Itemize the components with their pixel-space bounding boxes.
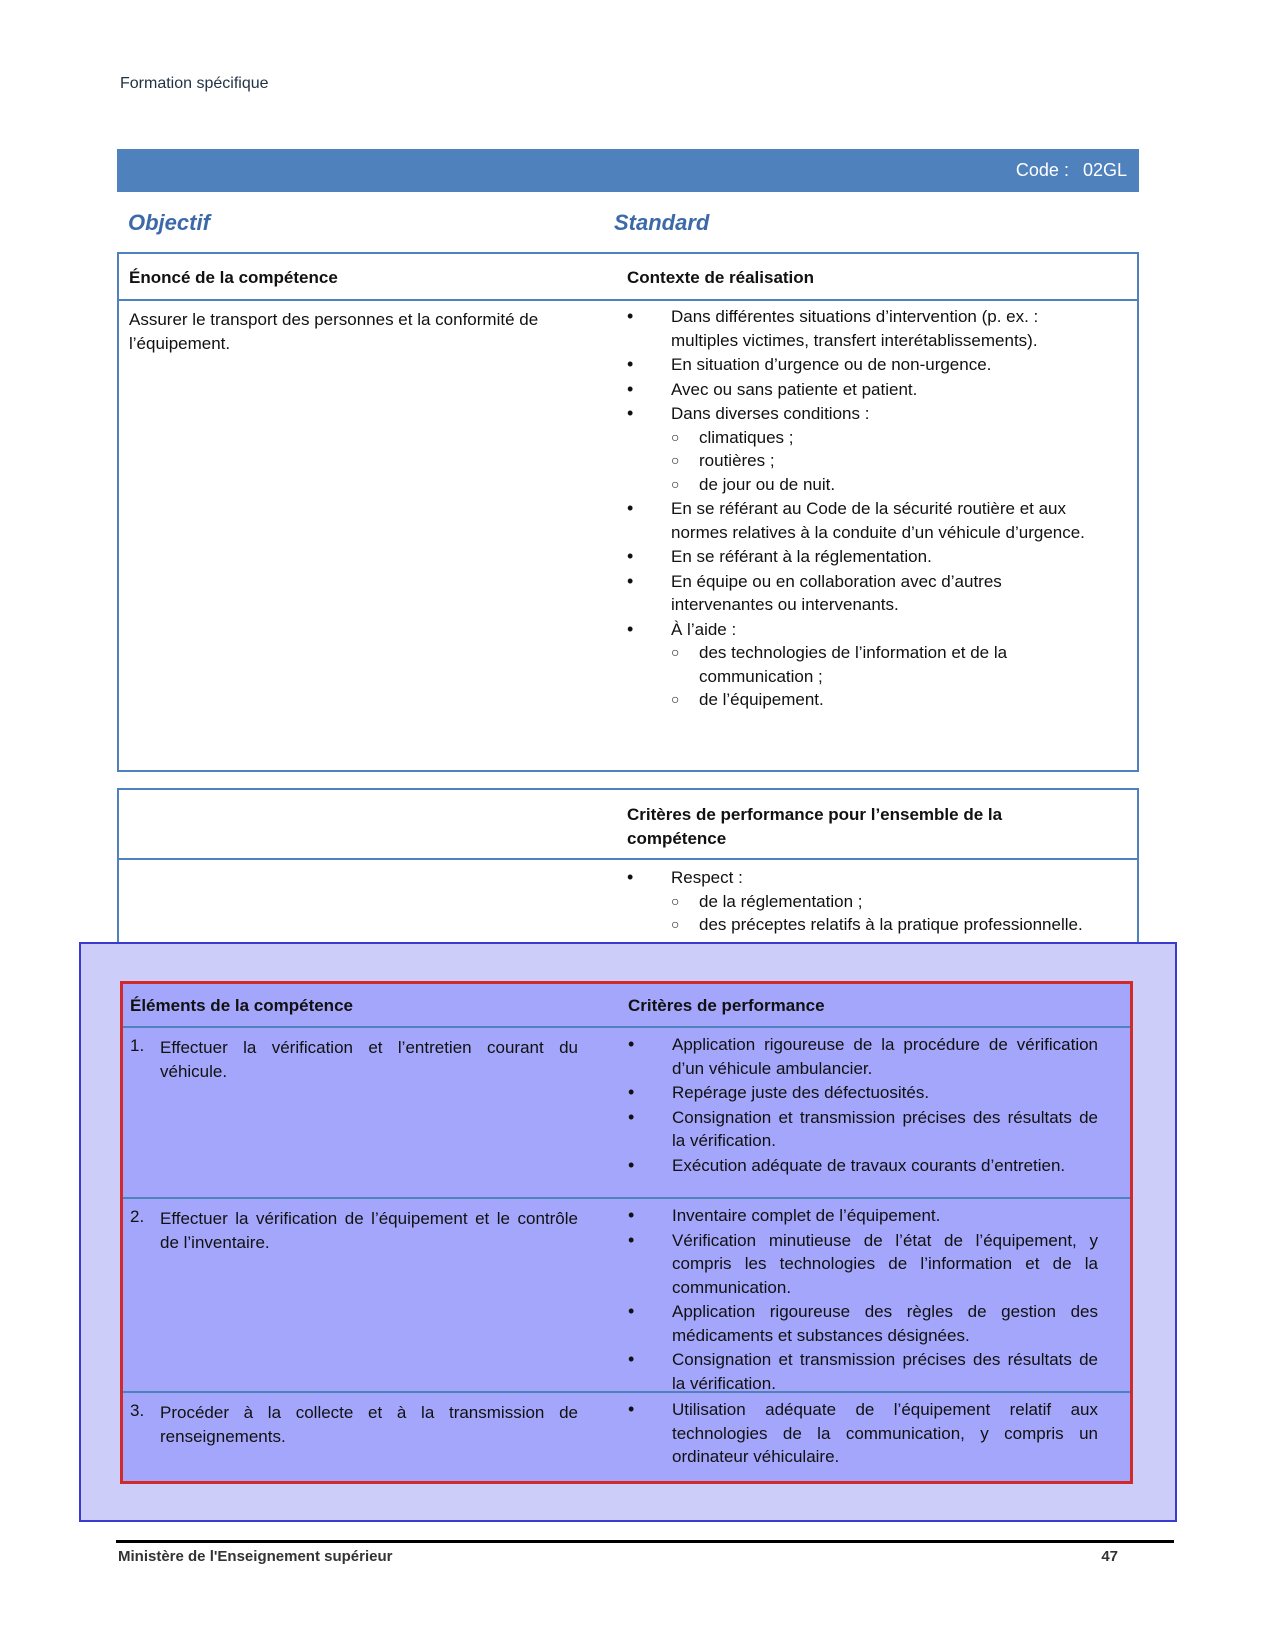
criteria-item: • Repérage juste des défectuosités. [628, 1081, 1098, 1105]
criteria-item: • Exécution adéquate de travaux courants d’entretien. [628, 1154, 1098, 1178]
criteria-list [628, 1204, 1098, 1396]
code-value: 02GL [1082, 160, 1127, 180]
code-bar [117, 149, 1139, 192]
element-cell [130, 1207, 578, 1255]
context-list [627, 305, 1097, 713]
competence-table [117, 252, 1139, 772]
element-row [123, 1197, 1130, 1393]
footer [118, 1548, 1118, 1565]
statement-header: Énoncé de la compétence [129, 268, 338, 287]
page-number: 47 [1101, 1548, 1118, 1565]
context-subitem: ○ de jour ou de nuit. [671, 473, 1097, 497]
context-item-text: Dans différentes situations d’intervention (p. ex. : multiples victimes, transfert interétablissements). [671, 307, 1039, 350]
element-number: 2. [130, 1207, 145, 1226]
section-heads [128, 210, 1128, 236]
context-item-text: Dans diverses conditions : [671, 404, 870, 423]
element-number: 1. [130, 1036, 145, 1055]
context-subitem: ○ des technologies de l’information et de la communication ; [671, 641, 1097, 688]
footer-rule [116, 1540, 1174, 1543]
respect-bullet: Respect : [671, 868, 743, 887]
respect-subitem: ○ des préceptes relatifs à la pratique professionnelle. [671, 913, 1097, 937]
global-criteria-list [627, 866, 1097, 938]
context-item-text: En se référant au Code de la sécurité routière et aux normes relatives à la conduite d’un véhicule d’urgence. [671, 499, 1085, 542]
context-item-text: En se référant à la réglementation. [671, 547, 932, 566]
context-item-text: À l’aide : [671, 619, 737, 639]
context-item [627, 353, 1097, 377]
objectif-heading: Objectif [128, 210, 210, 235]
context-item [627, 378, 1097, 402]
elements-table-header [123, 984, 1130, 1028]
context-item-text: En situation d’urgence ou de non-urgence. [671, 355, 992, 374]
respect-subitem: ○ de la réglementation ; [671, 890, 1097, 914]
context-item [627, 618, 1097, 712]
global-criteria-table [117, 788, 1139, 965]
competence-table-header [119, 254, 1137, 301]
context-sublist [671, 426, 1097, 497]
context-item-text: En équipe ou en collaboration avec d’autres intervenantes ou intervenants. [671, 571, 1002, 614]
context-item [627, 402, 1097, 496]
criteria-item: • Consignation et transmission précises des résultats de la vérification. [628, 1348, 1098, 1395]
context-item [627, 305, 1097, 352]
context-item-text: Avec ou sans patiente et patient. [671, 379, 918, 399]
criteria-item: • Application rigoureuse des règles de gestion des médicaments et substances désignées. [628, 1300, 1098, 1347]
standard-heading: Standard [614, 210, 710, 235]
criteria-item: • Consignation et transmission précises des résultats de la vérification. [628, 1106, 1098, 1153]
context-item [627, 570, 1097, 617]
element-text: Procéder à la collecte et à la transmission de renseignements. [160, 1403, 578, 1446]
criteria-list [628, 1398, 1098, 1470]
element-number: 3. [130, 1401, 145, 1420]
context-subitem: ○ routières ; [671, 449, 1097, 473]
global-criteria-header: Critères de performance pour l’ensemble de la compétence [627, 805, 1003, 848]
global-criteria-header-row [119, 790, 1137, 860]
criteria-item: • Vérification minutieuse de l’état de l’équipement, y compris les technologies de l’information et de la communication. [628, 1229, 1098, 1300]
element-row [123, 1391, 1130, 1481]
context-subitem: ○ de l’équipement. [671, 688, 1097, 712]
elements-header: Éléments de la compétence [130, 996, 353, 1015]
element-row [123, 1026, 1130, 1199]
context-subitem: ○ climatiques ; [671, 426, 1097, 450]
competence-statement: Assurer le transport des personnes et la conformité de l’équipement. [129, 310, 539, 353]
criteria-item: • Application rigoureuse de la procédure de vérification d’un véhicule ambulancier. [628, 1033, 1098, 1080]
running-title: Formation spécifique [120, 75, 269, 92]
element-cell [130, 1401, 578, 1449]
criteria-header: Critères de performance [628, 996, 825, 1015]
element-text: Effectuer la vérification de l’équipement et le contrôle de l’inventaire. [160, 1209, 578, 1252]
list-item [627, 866, 1097, 937]
context-item [627, 497, 1097, 544]
code-label: Code : [1015, 160, 1069, 180]
elements-table [120, 981, 1133, 1484]
respect-sublist [671, 890, 1097, 937]
context-header: Contexte de réalisation [627, 268, 815, 287]
element-text: Effectuer la vérification et l’entretien courant du véhicule. [160, 1038, 578, 1081]
footer-ministry: Ministère de l'Enseignement supérieur [118, 1548, 393, 1565]
criteria-item: • Inventaire complet de l’équipement. [628, 1204, 1098, 1228]
context-sublist [671, 641, 1097, 712]
element-cell [130, 1036, 578, 1084]
criteria-item: • Utilisation adéquate de l’équipement relatif aux technologies de la communication, y compris un ordinateur véhiculaire. [628, 1398, 1098, 1469]
context-item [627, 545, 1097, 569]
criteria-list [628, 1033, 1098, 1178]
